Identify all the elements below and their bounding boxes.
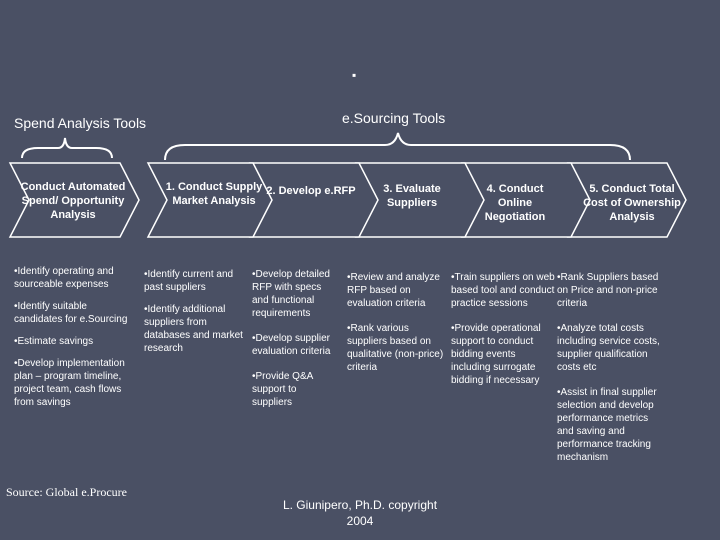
col1-item: •Identify additional suppliers from databases and market research <box>144 304 243 354</box>
col5-item: •Assist in final supplier selection and develop performance metrics and saving and performance tracking mechanism <box>557 387 657 463</box>
col0-item: •Identify operating and sourceable expenses <box>14 266 114 290</box>
col5-bullets <box>557 271 661 473</box>
step0-title: Conduct Automated Spend/ Opportunity Analysis <box>20 181 126 221</box>
col0-bullets <box>14 265 130 418</box>
step5-title: 5. Conduct Total Cost of Ownership Analysis <box>583 183 681 223</box>
col0-item: •Identify suitable candidates for e.Sourcing <box>14 301 128 325</box>
step3-title: 3. Evaluate Suppliers <box>383 183 441 209</box>
col3-item: •Rank various suppliers based on qualitative (non-price) criteria <box>347 323 444 373</box>
step4-title: 4. Conduct Online Negotiation <box>484 183 546 223</box>
step1-title: 1. Conduct Supply Market Analysis <box>165 181 263 207</box>
col2-item: •Develop supplier evaluation criteria <box>252 333 331 357</box>
spend-analysis-header: Spend Analysis Tools <box>14 115 147 131</box>
title-bullet: ▪ <box>352 68 357 82</box>
col0-item: •Estimate savings <box>14 336 94 347</box>
col2-item: •Provide Q&A support to suppliers <box>252 371 313 408</box>
step2-title: 2. Develop e.RFP <box>266 185 356 197</box>
source-note: Source: Global e.Procure <box>6 485 127 499</box>
col2-bullets <box>252 268 332 418</box>
col4-item: •Provide operational support to conduct bidding events including surrogate bidding if necessary <box>451 323 541 386</box>
col3-bullets <box>347 271 447 383</box>
col3-item: •Review and analyze RFP based on evaluation criteria <box>347 272 440 309</box>
col5-item: •Rank Suppliers based on Price and non-price criteria <box>557 272 659 309</box>
copyright-note: L. Giunipero, Ph.D. copyright 2004 <box>282 498 438 528</box>
col1-item: •Identify current and past suppliers <box>144 269 234 293</box>
col2-item: •Develop detailed RFP with specs and functional requirements <box>252 269 330 319</box>
esourcing-header: e.Sourcing Tools <box>342 110 446 126</box>
esourcing-brace <box>165 133 630 160</box>
spend-brace <box>22 138 112 158</box>
col4-item: •Train suppliers on web based tool and conduct practice sessions <box>451 272 555 309</box>
col5-item: •Analyze total costs including service costs, supplier qualification costs etc <box>557 323 660 373</box>
col4-bullets <box>451 271 555 396</box>
col1-bullets <box>144 268 248 364</box>
col0-item: •Develop implementation plan – program timeline, project team, cash flows from savings <box>14 358 125 408</box>
